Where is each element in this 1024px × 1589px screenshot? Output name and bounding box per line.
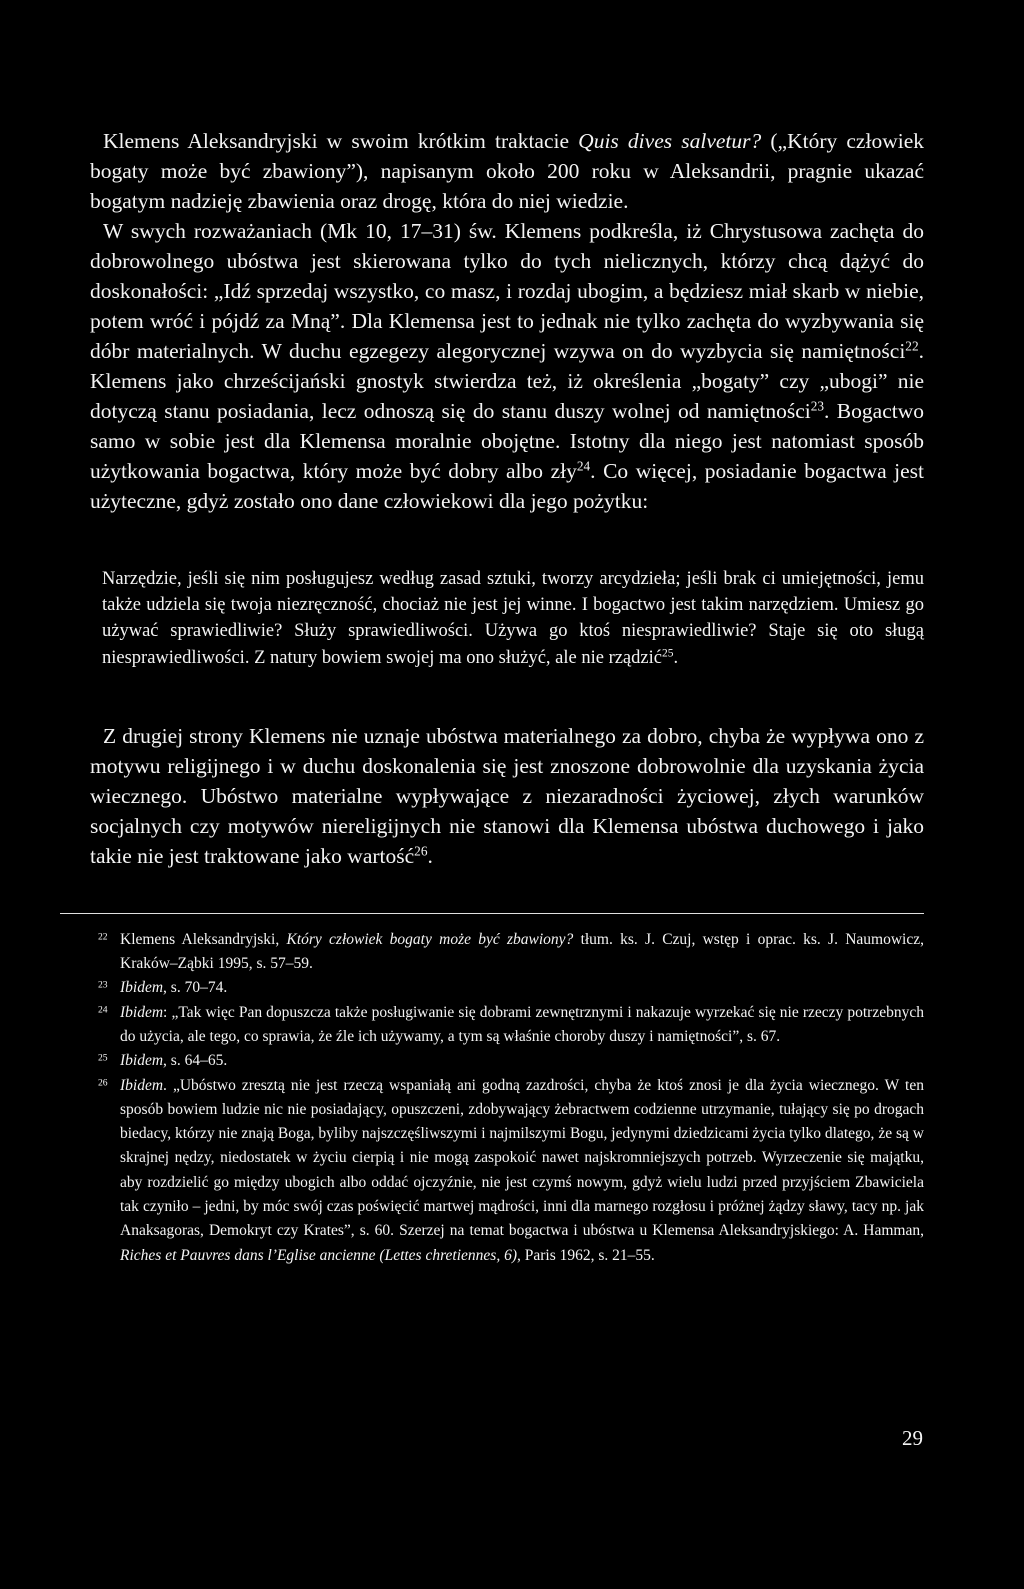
footnotes <box>90 928 924 1268</box>
italic-title: Quis dives salvetur? <box>578 129 762 153</box>
page-content <box>90 126 924 1268</box>
page-number: 29 <box>902 1426 923 1450</box>
footnote-24: $^{24}$ Ibidem: „Tak więc Pan dopuszcza także posługiwanie się dobrami zewnętrznymi i nakazuje wyrzekać się nie rzeczy potrzebnych do użycia, ale tego, co sprawia, że źle ich używamy, a tym są właśnie choroby duszy i namiętności”, s. 67. <box>98 1003 924 1045</box>
main-text <box>90 126 924 516</box>
paragraph: Klemens Aleksandryjski w swoim krótkim traktacie Quis dives salvetur? („Który człowiek bogaty może być zbawiony”), napisanym około 200 roku w Aleksandrii, pragnie ukazać bogatym nadzieję zbawienia oraz drogę, która do niej wiedzie. <box>90 129 924 213</box>
footnote-ref: 22 <box>905 338 919 354</box>
footnote-ref: 26 <box>414 843 428 859</box>
main-text-continued <box>90 721 924 871</box>
footnote-ref: 23 <box>810 398 825 414</box>
footnote-25: $^{25}$ Ibidem, s. 64–65. <box>98 1052 228 1070</box>
footnote-divider <box>60 913 924 914</box>
block-quote: Narzędzie, jeśli się nim posługujesz według zasad sztuki, tworzy arcydzieła; jeśli brak ci umiejętności, jemu także udziela się twoja niezręczność, chociaż nie jest jej winne. I bogactwo jest takim narzędziem. Umiesz go używać sprawiedliwie? Służy sprawiedliwości. Używa go ktoś niesprawiedliwie? Staje się oto sługą niesprawiedliwości. Z natury bowiem swojej ma ono służyć, ale nie rządzić$^{25}$. <box>102 569 924 668</box>
footnote-23: $^{23}$ Ibidem, s. 70–74. <box>98 979 228 997</box>
footnote-ref: 25 <box>661 647 674 660</box>
paragraph: Z drugiej strony Klemens nie uznaje ubóstwa materialnego za dobro, chyba że wypływa ono z motywu religijnego i w duchu doskonalenia się jest znoszone dobrowolnie dla uzyskania życia wiecznego. Ubóstwo materialne wypływające z niezaradności życiowej, złych warunków socjalnych czy motywów niereligijnych nie stanowi dla Klemensa ubóstwa duchowego i jako takie nie jest traktowane jako wartość$^{26}$. <box>90 723 924 868</box>
footnote-26: $^{26}$ Ibidem. „Ubóstwo zresztą nie jest rzeczą wspaniałą ani godną zazdrości, chyba że ktoś znosi je dla życia wiecznego. W ten sposób bowiem ludzie nic nie posiadający, opuszczeni, zdobywający żebractwem codzienne utrzymanie, tułający się po drogach biedacy, którzy nie znają Boga, byliby najszczęśliwszymi i najmilszymi Bogu, jedynymi dziedzicami życia tylko dlatego, że są w skrajnej nędzy, niedostatek w życiu cierpią i nie mogą zaspokoić nawet najskromniejszych potrzeb. Wyrzeczenie się majątku, aby rozdzielić go między ubogich albo oddać ojczyźnie, nie jest czymś nowym, gdyż wielu ludzi przed przyjściem Zbawiciela tak czyniło – jedni, by móc swój czas poświęcić martwej mądrości, inni dla marnego rozgłosu i próżnej żądzy sławy, tacy np. jak Anaksagoras, Demokryt czy Krates”, s. 60. Szerzej na temat bogactwa i ubóstwa u Klemensa Aleksandryjskiego: A. Hamman, Riches et Pauvres dans l’Eglise ancienne (Lettes chretiennes, 6), Paris 1962, s. 21–55. <box>98 1076 924 1264</box>
paragraph: W swych rozważaniach (Mk 10, 17–31) św. Klemens podkreśla, iż Chrystusowa zachęta do dobrowolnego ubóstwa jest skierowana tylko do tych nielicznych, którzy chcą dążyć do doskonałości: „Idź sprzedaj wszystko, co masz, i rozdaj ubogim, a będziesz miał skarb w niebie, potem wróć i pójdź za Mną”. Dla Klemensa jest to jednak nie tylko zachęta do wyzbywania się dóbr materialnych. W duchu egzegezy alegorycznej wzywa on do wyzbycia się namiętności$^{22}$. Klemens jako chrześcijański gnostyk stwierdza też, iż określenia „bogaty” czy „ubogi” nie dotyczą stanu posiadania, lecz odnoszą się do stanu duszy wolnej od namiętności$^{23}$. Bogactwo samo w sobie jest dla Klemensa moralnie obojętne. Istotny dla niego jest natomiast sposób użytkowania bogactwa, który może być dobry albo zły$^{24}$. Co więcej, posiadanie bogactwa jest użyteczne, gdyż zostało ono dane człowiekowi dla jego pożytku: <box>90 219 925 513</box>
footnote-ref: 24 <box>576 458 591 474</box>
footnote-22: $^{22}$ Klemens Aleksandryjski, Który człowiek bogaty może być zbawiony? tłum. ks. J. Czuj, wstęp i oprac. ks. J. Naumowicz, Kraków–Ząbki 1995, s. 57–59. <box>98 930 924 973</box>
